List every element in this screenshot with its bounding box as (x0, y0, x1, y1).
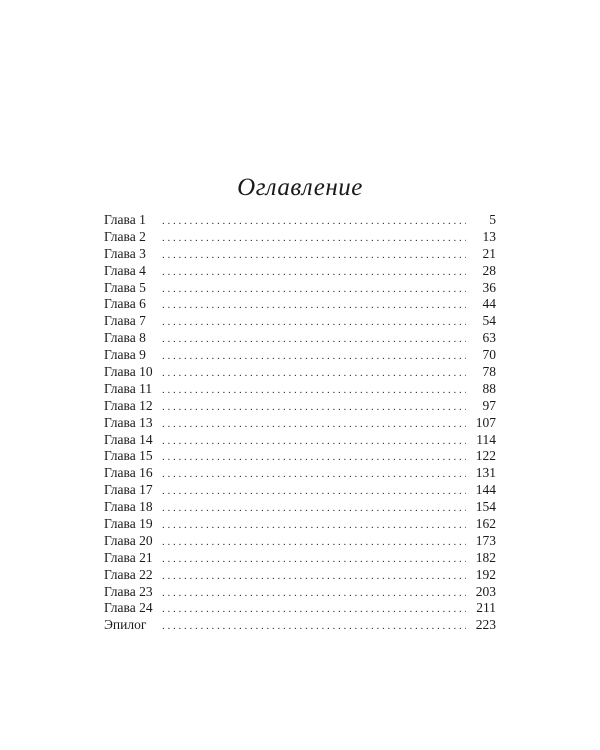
toc-entry-label: Глава 12 (104, 397, 153, 413)
toc-page-number: 144 (475, 482, 496, 498)
toc-page-number: 78 (482, 364, 496, 380)
toc-dot-leader (162, 483, 466, 500)
toc-entry-label: Глава 17 (104, 482, 153, 498)
toc-page-number: 173 (475, 532, 496, 548)
toc-entry (104, 296, 496, 313)
toc-entry-label: Глава 24 (104, 600, 153, 616)
toc-entry-label: Глава 19 (104, 516, 153, 532)
toc-entry-label: Глава 14 (104, 431, 153, 447)
toc-entry-label: Глава 10 (104, 364, 153, 380)
toc-dot-leader (162, 348, 466, 365)
toc-entry-label: Глава 9 (104, 347, 146, 363)
toc-entry (104, 229, 496, 246)
toc-dot-leader (162, 230, 466, 247)
toc-dot-leader (162, 314, 466, 331)
toc-entry-label: Глава 18 (104, 499, 153, 515)
toc-entry (104, 364, 496, 381)
toc-page-number: 223 (475, 617, 496, 633)
toc-dot-leader (162, 601, 466, 618)
toc-entry (104, 550, 496, 567)
toc-entry (104, 499, 496, 516)
toc-dot-leader (162, 551, 466, 568)
toc-page-number: 63 (482, 330, 496, 346)
toc-page-number: 114 (476, 431, 496, 447)
toc-entry-label: Глава 16 (104, 465, 153, 481)
toc-entry-label: Глава 11 (104, 380, 153, 396)
toc-dot-leader (162, 399, 466, 416)
toc-entry-label: Глава 2 (104, 228, 146, 244)
toc-entry (104, 465, 496, 482)
toc-page-number: 192 (475, 566, 496, 582)
toc-entry (104, 415, 496, 432)
toc-dot-leader (162, 213, 466, 230)
toc-entry (104, 246, 496, 263)
toc-entry (104, 432, 496, 449)
toc-dot-leader (162, 568, 466, 585)
toc-dot-leader (162, 500, 466, 517)
toc-entry (104, 280, 496, 297)
toc-entry (104, 347, 496, 364)
toc-entry-label: Глава 22 (104, 566, 153, 582)
toc-entry-label: Эпилог (104, 617, 147, 633)
toc-page-number: 13 (482, 228, 496, 244)
toc-page-number: 107 (475, 414, 496, 430)
toc-dot-leader (162, 618, 466, 635)
toc-dot-leader (162, 534, 466, 551)
toc-entry (104, 600, 496, 617)
toc-dot-leader (162, 449, 466, 466)
toc-page-number: 97 (482, 397, 496, 413)
toc-entry (104, 584, 496, 601)
toc-entry (104, 263, 496, 280)
toc-page-number: 5 (489, 212, 496, 227)
toc-page-number: 131 (475, 465, 496, 481)
toc-entry (104, 212, 496, 229)
toc-entry-label: Глава 21 (104, 549, 153, 565)
toc-entry-label: Глава 4 (104, 262, 146, 278)
toc-page-number: 70 (482, 347, 496, 363)
toc-page-number: 44 (482, 296, 496, 312)
toc-dot-leader (162, 433, 466, 450)
toc-page-number: 162 (475, 516, 496, 532)
toc-page-number: 21 (482, 245, 496, 261)
toc-entry-epilogue (104, 617, 496, 634)
toc-page-number: 154 (475, 499, 496, 515)
toc-dot-leader (162, 331, 466, 348)
toc-entry (104, 482, 496, 499)
toc-page-number: 54 (482, 313, 496, 329)
toc-list (104, 212, 496, 634)
toc-entry-label: Глава 15 (104, 448, 153, 464)
toc-entry (104, 448, 496, 465)
toc-page-number: 203 (475, 583, 496, 599)
toc-entry (104, 533, 496, 550)
toc-dot-leader (162, 365, 466, 382)
toc-page-number: 36 (482, 279, 496, 295)
toc-page-number: 28 (482, 262, 496, 278)
toc-entry (104, 381, 496, 398)
toc-page-number: 211 (476, 600, 496, 616)
toc-page-number: 88 (482, 380, 496, 396)
toc-dot-leader (162, 281, 466, 298)
toc-title: Оглавление (237, 174, 363, 201)
toc-entry-label: Глава 5 (104, 279, 146, 295)
toc-dot-leader (162, 466, 466, 483)
toc-entry-label: Глава 23 (104, 583, 153, 599)
toc-page-number: 122 (475, 448, 496, 464)
toc-entry-label: Глава 13 (104, 414, 153, 430)
toc-entry (104, 313, 496, 330)
toc-entry (104, 398, 496, 415)
toc-dot-leader (162, 585, 466, 602)
toc-page-number: 182 (475, 549, 496, 565)
toc-dot-leader (162, 382, 466, 399)
toc-entry-label: Глава 7 (104, 313, 146, 329)
toc-entry (104, 330, 496, 347)
toc-entry-label: Глава 20 (104, 532, 153, 548)
toc-entry-label: Глава 8 (104, 330, 146, 346)
toc-dot-leader (162, 247, 466, 264)
toc-entry (104, 516, 496, 533)
toc-dot-leader (162, 517, 466, 534)
toc-entry-label: Глава 1 (104, 212, 146, 227)
toc-entry-label: Глава 3 (104, 245, 146, 261)
toc-entry (104, 567, 496, 584)
toc-dot-leader (162, 416, 466, 433)
toc-dot-leader (162, 297, 466, 314)
toc-entry-label: Глава 6 (104, 296, 146, 312)
toc-dot-leader (162, 264, 466, 281)
